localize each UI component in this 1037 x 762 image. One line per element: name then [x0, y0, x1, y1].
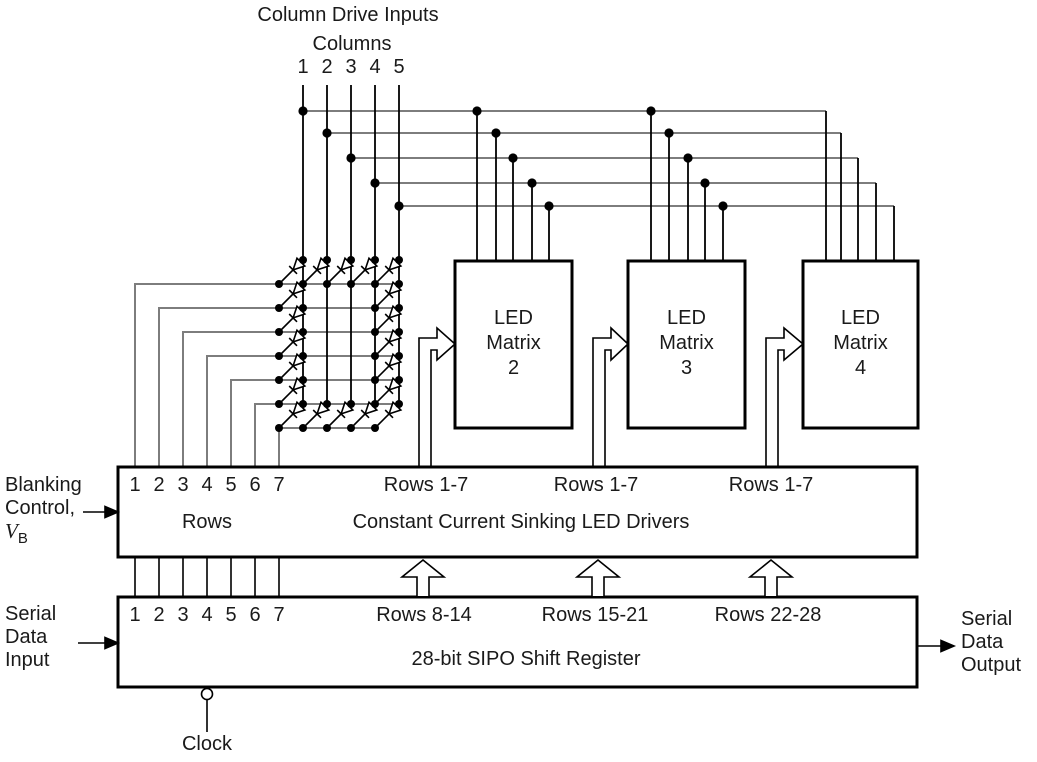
- vb-v: V: [5, 519, 18, 543]
- column-number-2: 2: [321, 56, 333, 78]
- led-matrix-2-label: [455, 306, 572, 381]
- clock-terminal-circle: [202, 689, 213, 700]
- led-matrix-2-line1: LED: [494, 307, 533, 329]
- serial-in-line1: Serial: [5, 603, 57, 625]
- led-matrix-3-line3: 3: [680, 357, 693, 379]
- serial-in-line2: Data: [5, 626, 48, 648]
- blanking-control-label: [5, 474, 82, 550]
- column-number-5: 5: [393, 56, 405, 78]
- serial-out-line2: Data: [961, 631, 1004, 653]
- sr-row-number-6: 6: [249, 604, 261, 626]
- arrow-to-matrix2: [419, 328, 455, 466]
- rows-1-7-label-matrix3: Rows 1-7: [553, 474, 639, 496]
- led-matrix-3-line1: LED: [667, 307, 706, 329]
- rows-8-14-label: Rows 8-14: [376, 604, 472, 626]
- led-matrix-2-line2: Matrix: [486, 332, 541, 354]
- driver-row-number-7: 7: [273, 474, 285, 496]
- driver-row-number-2: 2: [153, 474, 165, 496]
- rows-15-21-label: Rows 15-21: [541, 604, 649, 626]
- column-drive-inputs-label: Column Drive Inputs: [257, 4, 439, 26]
- blanking-line1: Blanking: [5, 474, 82, 496]
- columns-label: Columns: [312, 33, 392, 55]
- vb-symbol: [5, 520, 82, 550]
- sr-row-number-2: 2: [153, 604, 165, 626]
- driver-row-number-3: 3: [177, 474, 189, 496]
- up-arrow-rows-8-14: [402, 560, 444, 596]
- vb-subscript: B: [17, 530, 28, 547]
- column-bus-lines: [303, 111, 894, 206]
- led-matrix-4-line1: LED: [841, 307, 880, 329]
- clock-input: [202, 689, 213, 733]
- shift-to-driver-arrows: [402, 560, 792, 596]
- led-matrix-3-line2: Matrix: [659, 332, 714, 354]
- serial-data-output-label: [961, 608, 1021, 677]
- serial-data-output-arrow: [917, 641, 954, 652]
- clock-label: Clock: [181, 733, 233, 755]
- row-staircase-lines: [135, 284, 279, 467]
- column-number-3: 3: [345, 56, 357, 78]
- serial-out-line3: Output: [961, 654, 1022, 676]
- driver-row-number-6: 6: [249, 474, 261, 496]
- led-matrix-3-label: [628, 306, 745, 381]
- driver-row-number-1: 1: [129, 474, 141, 496]
- sr-row-number-3: 3: [177, 604, 189, 626]
- led-matrix-2-line3: 2: [507, 357, 520, 379]
- sr-row-number-7: 7: [273, 604, 285, 626]
- rows-1-7-label-matrix4: Rows 1-7: [728, 474, 814, 496]
- sr-row-number-1: 1: [129, 604, 141, 626]
- driver-row-number-5: 5: [225, 474, 237, 496]
- arrow-to-matrix4: [766, 328, 803, 466]
- rows-1-7-label-matrix2: Rows 1-7: [383, 474, 469, 496]
- up-arrow-rows-15-21: [577, 560, 619, 596]
- arrow-to-matrix3: [593, 328, 628, 466]
- column-number-4: 4: [369, 56, 381, 78]
- sr-row-number-4: 4: [201, 604, 213, 626]
- column-number-1: 1: [297, 56, 309, 78]
- serial-data-input-label: [5, 603, 56, 672]
- driver-rows-label: Rows: [181, 511, 233, 533]
- up-arrow-rows-22-28: [750, 560, 792, 596]
- row-terminal-stubs: [135, 558, 279, 596]
- shift-register-title: 28-bit SIPO Shift Register: [411, 648, 641, 670]
- led-matrix-4-line3: 4: [854, 357, 867, 379]
- blanking-line2: Control,: [5, 497, 76, 519]
- driver-box-title: Constant Current Sinking LED Drivers: [352, 511, 690, 533]
- driver-row-number-4: 4: [201, 474, 213, 496]
- rows-22-28-label: Rows 22-28: [714, 604, 822, 626]
- led-matrix-4-label: [803, 306, 918, 381]
- serial-data-input-arrow: [78, 638, 118, 649]
- serial-out-line1: Serial: [961, 608, 1013, 630]
- sr-row-number-5: 5: [225, 604, 237, 626]
- blanking-control-arrow: [83, 507, 118, 518]
- serial-in-line3: Input: [5, 649, 50, 671]
- led-matrix-4-line2: Matrix: [833, 332, 888, 354]
